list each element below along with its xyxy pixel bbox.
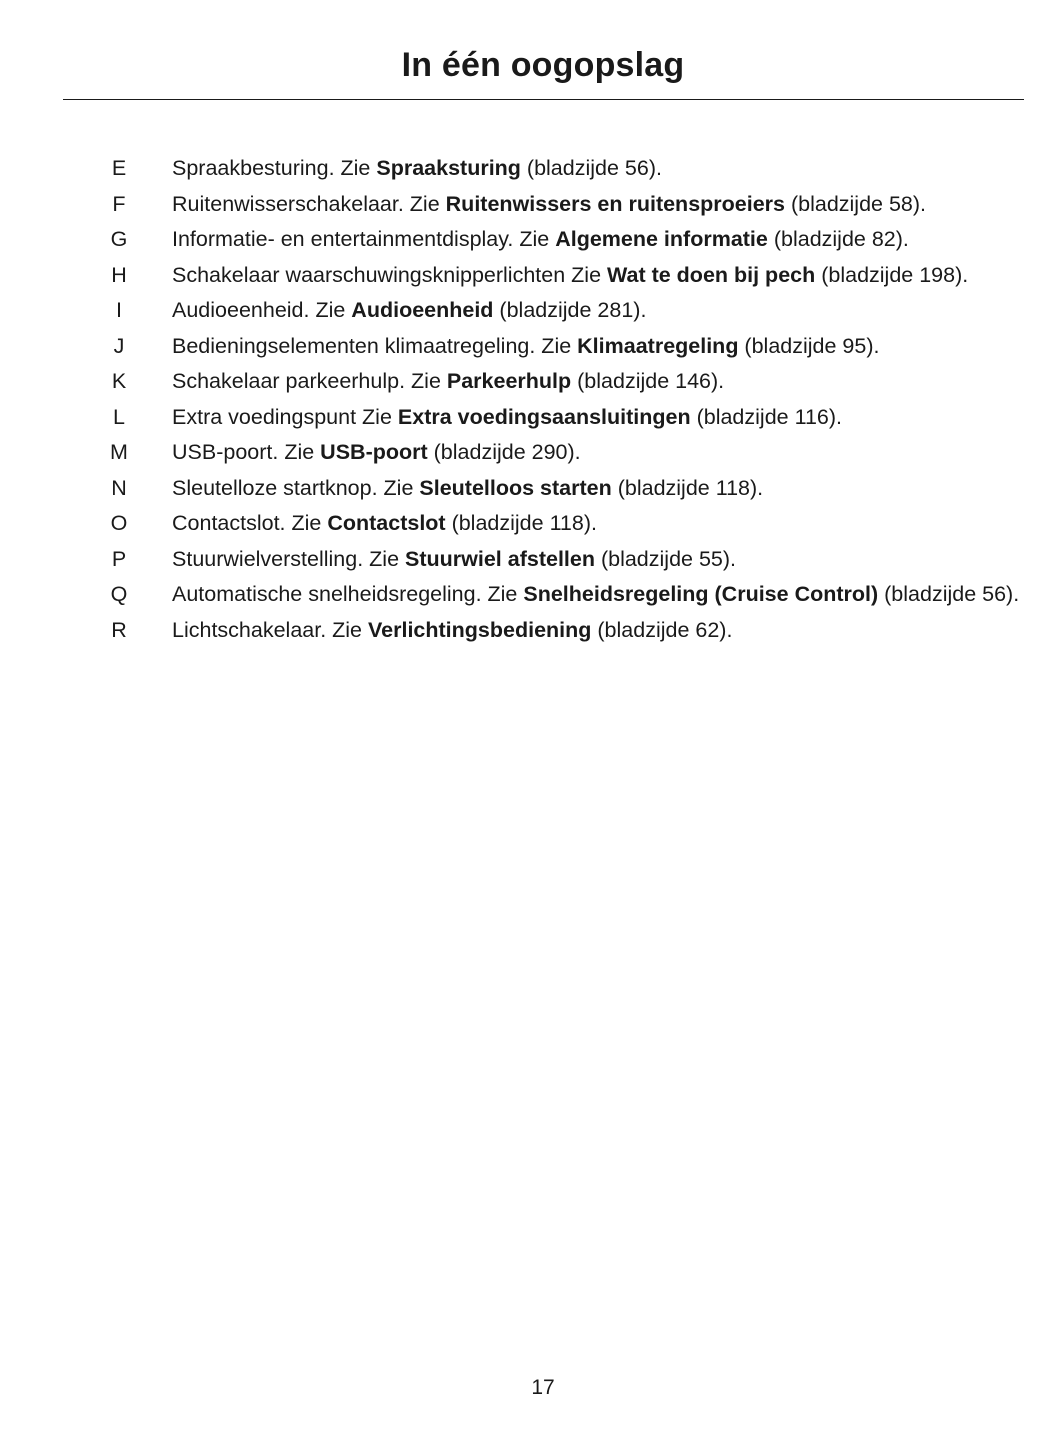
legend-item-f xyxy=(0,192,1056,217)
legend-text: Lichtschakelaar. Zie xyxy=(172,617,368,642)
legend-description xyxy=(172,440,1022,465)
page-number: 17 xyxy=(531,1376,555,1399)
legend-item-g xyxy=(0,227,1056,252)
legend-page-ref: (bladzijde 56). xyxy=(878,582,1020,606)
legend-reference-link[interactable]: Parkeerhulp xyxy=(446,369,572,393)
legend-reference-link[interactable]: Ruitenwissers en ruitensproeiers xyxy=(445,191,785,216)
legend-text: Schakelaar parkeerhulp. Zie xyxy=(172,369,447,393)
legend-item-k xyxy=(0,369,1056,394)
legend-description xyxy=(172,334,1022,359)
legend-page-ref: (bladzijde 290). xyxy=(427,440,581,464)
legend-description xyxy=(172,476,1022,501)
legend-item-h xyxy=(0,263,1056,288)
legend-reference-link[interactable]: Extra voedingsaansluitingen xyxy=(397,404,691,429)
legend-description xyxy=(172,618,1022,643)
legend-page-ref: (bladzijde 58). xyxy=(785,191,927,216)
legend-item-i xyxy=(0,298,1056,323)
legend-text: Schakelaar waarschuwingsknipperlichten Zie xyxy=(172,262,607,287)
legend-reference-link[interactable]: Sleutelloos starten xyxy=(419,475,612,500)
legend-letter: E xyxy=(111,156,127,180)
legend-letter: R xyxy=(111,617,127,642)
legend-page-ref: (bladzijde 55). xyxy=(594,546,737,571)
legend-letter: H xyxy=(111,262,127,287)
legend-letter: O xyxy=(110,511,128,535)
legend-description xyxy=(172,263,1022,288)
legend-text: Automatische snelheidsregeling. Zie xyxy=(172,582,524,606)
legend-page-ref: (bladzijde 118). xyxy=(611,475,764,500)
legend-text: Ruitenwisserschakelaar. Zie xyxy=(172,191,446,216)
legend-text: Spraakbesturing. Zie xyxy=(172,156,377,180)
legend-item-e xyxy=(0,156,1056,181)
legend-text: Contactslot. Zie xyxy=(172,511,328,535)
legend-reference-link[interactable]: Audioeenheid xyxy=(351,298,494,322)
legend-item-q xyxy=(0,582,1056,607)
legend-text: Sleutelloze startknop. Zie xyxy=(172,475,420,500)
legend-reference-link[interactable]: Stuurwiel afstellen xyxy=(405,546,595,571)
legend-page-ref: (bladzijde 198). xyxy=(815,262,969,287)
legend-description xyxy=(172,369,1022,394)
legend-item-l xyxy=(0,405,1056,430)
legend-reference-link[interactable]: Klimaatregeling xyxy=(577,333,739,358)
legend-page-ref: (bladzijde 95). xyxy=(738,333,880,358)
legend-letter: J xyxy=(113,333,125,358)
legend-page-ref: (bladzijde 82). xyxy=(767,227,909,251)
legend-item-p xyxy=(0,547,1056,572)
legend-reference-link[interactable]: USB-poort xyxy=(320,440,428,464)
legend-description xyxy=(172,582,1022,607)
legend-item-r xyxy=(0,618,1056,643)
title-divider xyxy=(63,99,1024,100)
page-title: In één oogopslag xyxy=(401,46,685,84)
legend-reference-link[interactable]: Spraaksturing xyxy=(376,156,521,180)
legend-reference-link[interactable]: Wat te doen bij pech xyxy=(607,262,816,287)
legend-reference-link[interactable]: Snelheidsregeling (Cruise Control) xyxy=(523,582,879,606)
legend-reference-link[interactable]: Contactslot xyxy=(327,511,446,535)
legend-text: Audioeenheid. Zie xyxy=(172,298,352,322)
legend-item-m xyxy=(0,440,1056,465)
legend-item-j xyxy=(0,334,1056,359)
legend-page-ref: (bladzijde 116). xyxy=(690,404,842,429)
legend-letter: F xyxy=(112,191,126,216)
legend-page-ref: (bladzijde 146). xyxy=(571,369,725,393)
legend-page-ref: (bladzijde 118). xyxy=(445,511,597,535)
legend-text: Informatie- en entertainmentdisplay. Zie xyxy=(172,227,556,251)
legend-list xyxy=(0,156,1056,653)
legend-page-ref: (bladzijde 56). xyxy=(520,156,662,180)
legend-description xyxy=(172,405,1022,430)
legend-reference-link[interactable]: Algemene informatie xyxy=(555,227,768,251)
legend-letter: I xyxy=(116,298,122,322)
legend-description xyxy=(172,547,1022,572)
legend-description xyxy=(172,511,1022,536)
legend-text: Bedieningselementen klimaatregeling. Zie xyxy=(172,333,578,358)
legend-reference-link[interactable]: Verlichtingsbediening xyxy=(368,617,592,642)
legend-description xyxy=(172,227,1022,252)
legend-text: Stuurwielverstelling. Zie xyxy=(172,546,406,571)
legend-page-ref: (bladzijde 62). xyxy=(591,617,733,642)
legend-text: USB-poort. Zie xyxy=(172,440,321,464)
legend-page-ref: (bladzijde 281). xyxy=(493,298,647,322)
legend-letter: K xyxy=(111,369,127,393)
legend-letter: Q xyxy=(110,582,128,606)
legend-item-o xyxy=(0,511,1056,536)
legend-letter: L xyxy=(113,404,125,429)
legend-text: Extra voedingspunt Zie xyxy=(172,404,398,429)
legend-item-n xyxy=(0,476,1056,501)
legend-description xyxy=(172,298,1022,323)
legend-description xyxy=(172,192,1022,217)
legend-description xyxy=(172,156,1022,181)
legend-letter: M xyxy=(110,440,128,464)
legend-letter: G xyxy=(110,227,128,251)
legend-letter: N xyxy=(111,475,127,500)
legend-letter: P xyxy=(111,546,127,571)
